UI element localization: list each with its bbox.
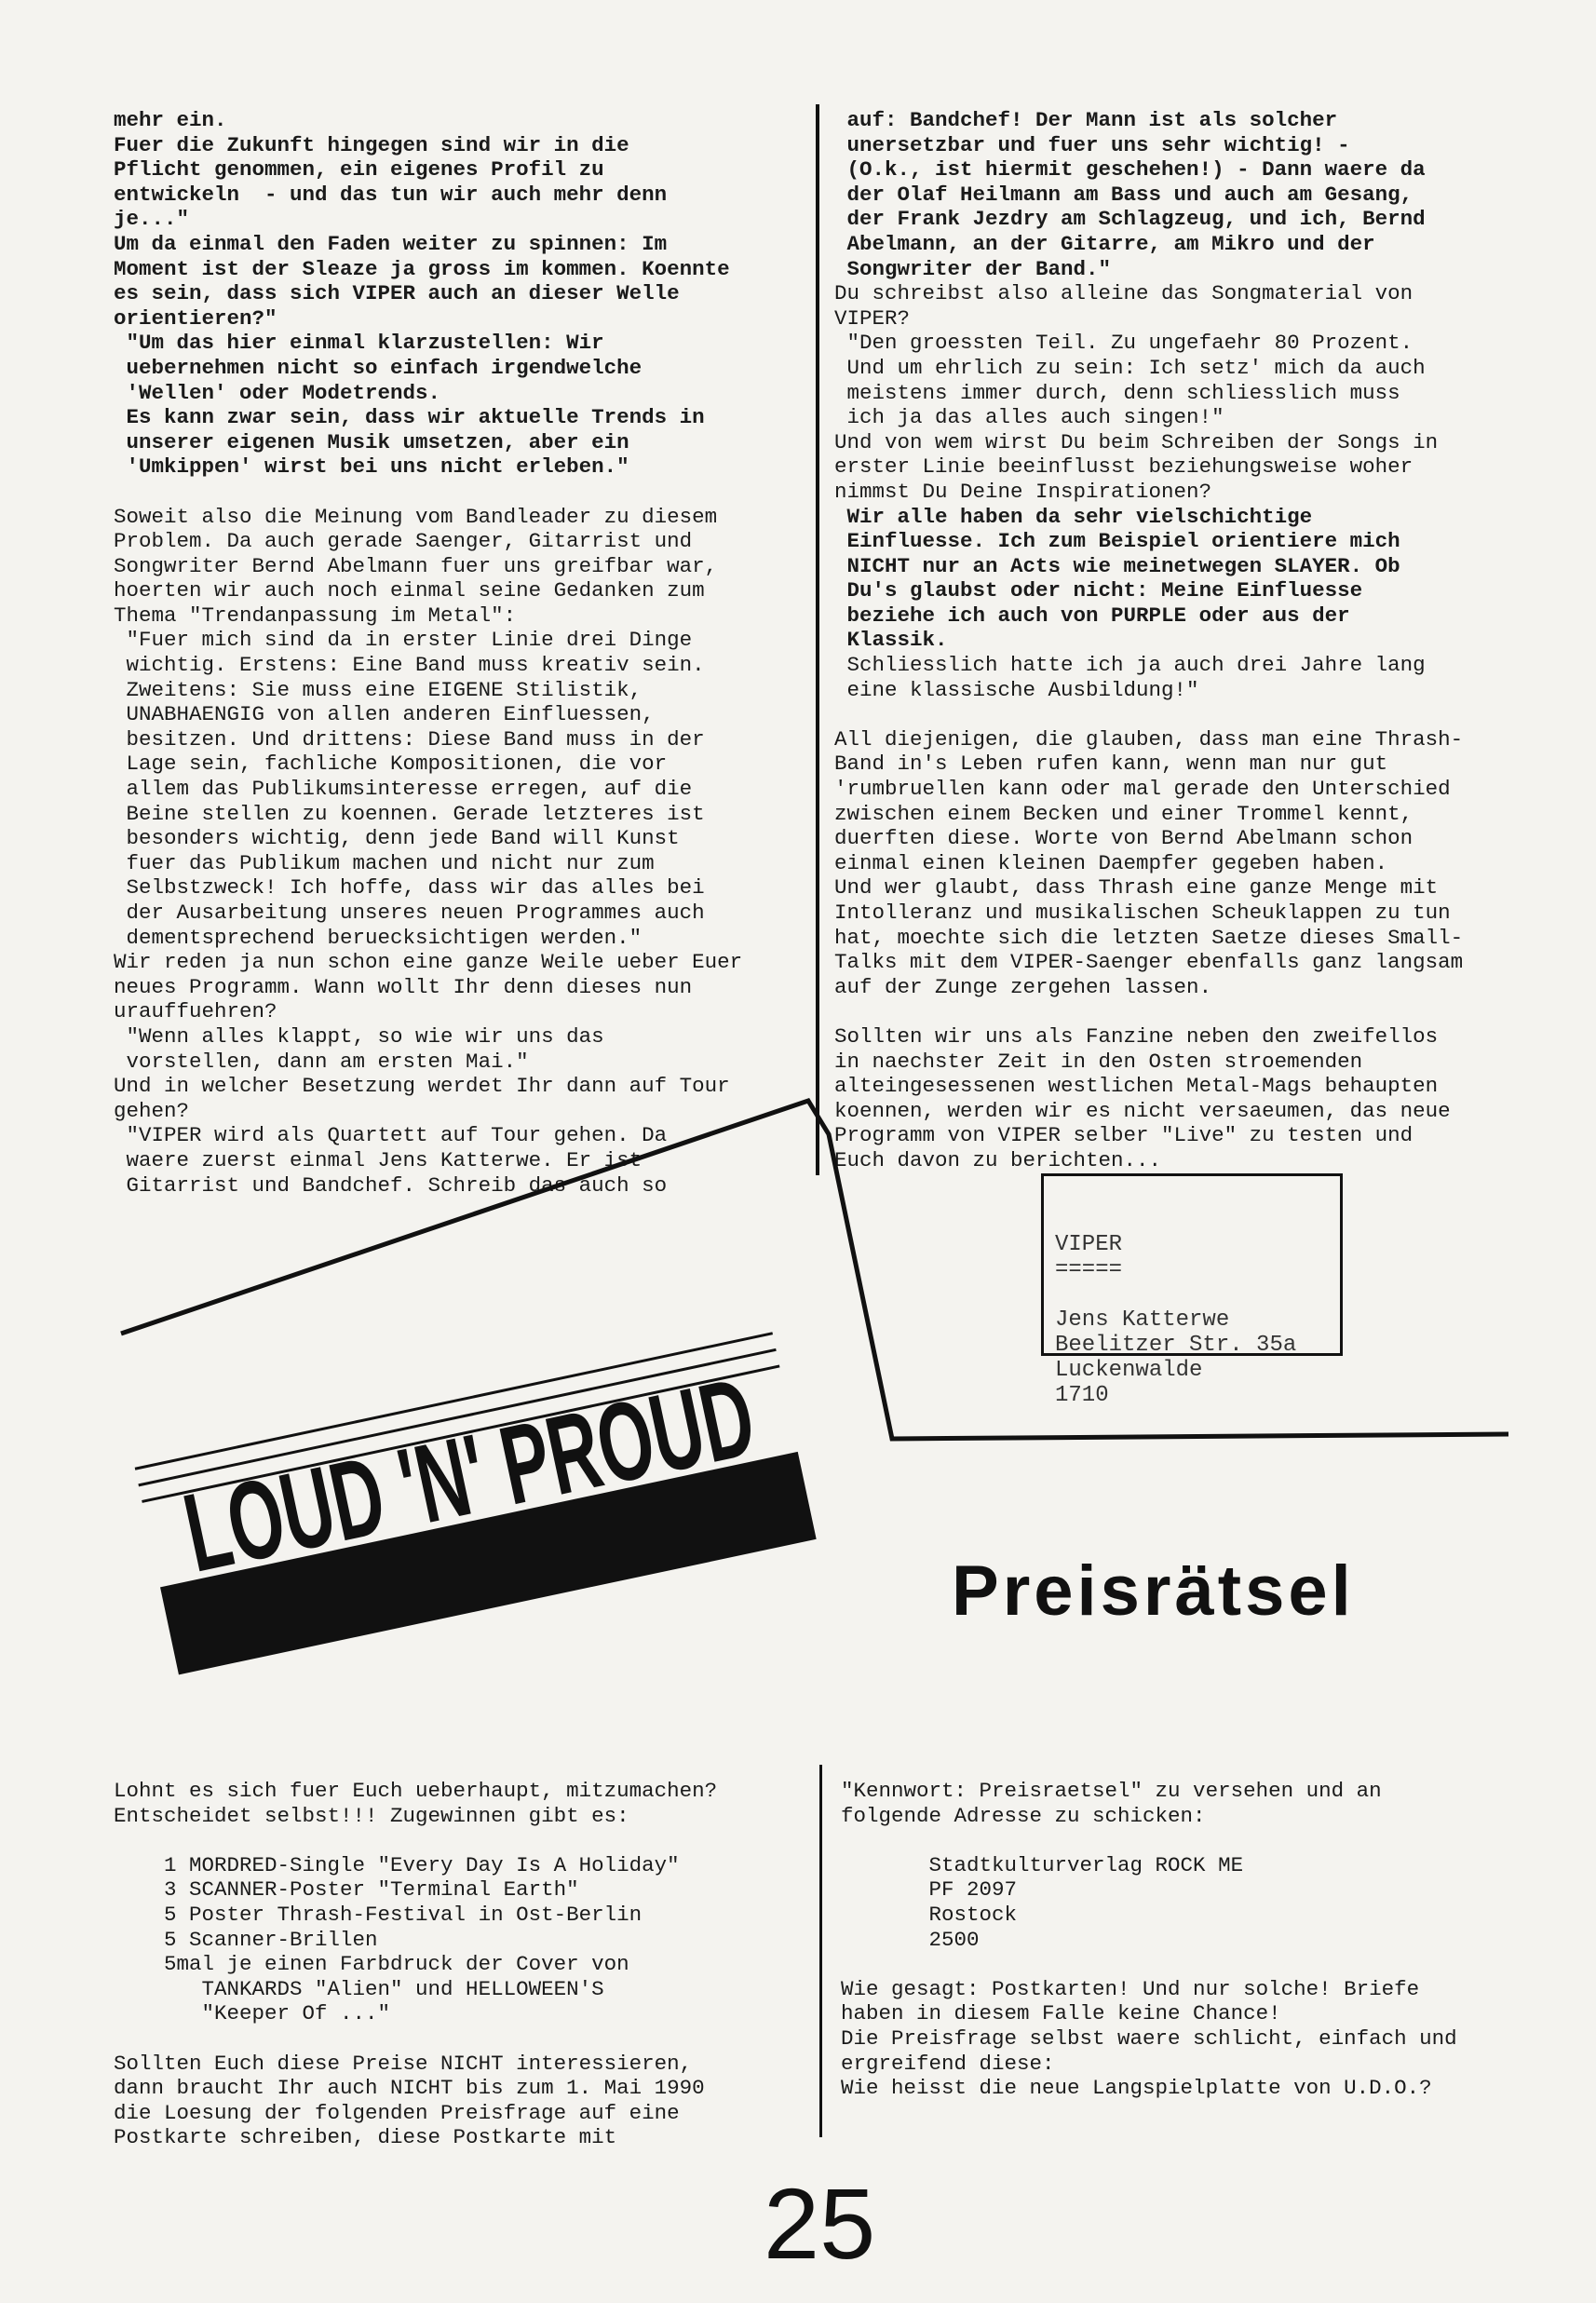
text-line <box>114 2026 717 2052</box>
text-line: Sollten Euch diese Preise NICHT interessieren, <box>114 2051 693 2076</box>
text-line: Gitarrist und Bandchef. Schreib das auch so <box>114 1172 668 1198</box>
text-line: in naechster Zeit in den Osten stroemenden <box>834 1049 1363 1074</box>
text-line: 'Umkippen' wirst bei uns nicht erleben." <box>114 454 629 480</box>
text-line: Stadtkulturverlag ROCK ME <box>841 1852 1244 1877</box>
text-line: zwischen einem Becken und einer Trommel kennt, <box>834 801 1413 826</box>
text-line: Thema "Trendanpassung im Metal": <box>114 603 517 628</box>
text-line <box>841 1952 1457 1977</box>
text-line: die Loesung der folgenden Preisfrage auf eine <box>114 2100 680 2125</box>
text-line <box>841 1828 1457 1853</box>
text-line: beziehe ich auch von PURPLE oder aus der <box>834 603 1350 628</box>
text-line: Songwriter Bernd Abelmann fuer uns greifbar war, <box>114 553 718 578</box>
contest-column-right <box>841 1779 1457 2101</box>
text-line: 2500 <box>841 1927 980 1952</box>
text-line: Die Preisfrage selbst waere schlicht, einfach und <box>841 2025 1457 2051</box>
text-line: besonders wichtig, denn jede Band will Kunst <box>114 826 680 851</box>
text-line: uebernehmen nicht so einfach irgendwelche <box>114 355 642 380</box>
text-line: Entscheidet selbst!!! Zugewinnen gibt es: <box>114 1803 629 1828</box>
address-line: ===== <box>1055 1257 1123 1282</box>
text-line: (O.k., ist hiermit geschehen!) - Dann waere da <box>834 157 1426 183</box>
text-line: 'Wellen' oder Modetrends. <box>114 380 441 405</box>
text-line: koennen, werden wir es nicht versaeumen, das neue <box>834 1098 1451 1123</box>
text-line: hat, moechte sich die letzten Saetze dieses Small- <box>834 925 1464 950</box>
text-line: "Um das hier einmal klarzustellen: Wir <box>114 331 604 356</box>
text-line: orientieren?" <box>114 305 277 331</box>
text-line: "Keeper Of ..." <box>114 2001 391 2026</box>
text-line: Und in welcher Besetzung werdet Ihr dann auf Tour <box>114 1074 730 1099</box>
text-line: Und um ehrlich zu sein: Ich setz' mich da auch <box>834 355 1426 380</box>
text-line: fuer das Publikum machen und nicht nur zum <box>114 850 655 875</box>
text-line: einmal einen kleinen Daempfer gegeben haben. <box>834 850 1388 875</box>
text-line: Sollten wir uns als Fanzine neben den zweifellos <box>834 1023 1439 1049</box>
text-line: neues Programm. Wann wollt Ihr denn dieses nun <box>114 974 693 999</box>
page-number: 25 <box>764 2167 876 2280</box>
text-line: Selbstzweck! Ich hoffe, dass wir das alles bei <box>114 875 705 901</box>
text-line: der Ausarbeitung unseres neuen Programmes auch <box>114 901 705 925</box>
text-line: VIPER? <box>834 305 911 331</box>
text-line: "Wenn alles klappt, so wie wir uns das <box>114 1023 604 1049</box>
text-line: Wir alle haben da sehr vielschichtige <box>834 504 1313 529</box>
text-line: 5 Scanner-Brillen <box>114 1927 378 1952</box>
text-line: Band in's Leben rufen kann, wenn man nur gut <box>834 752 1388 777</box>
text-line: "Fuer mich sind da in erster Linie drei Dinge <box>114 628 693 653</box>
text-line: dementsprechend beruecksichtigen werden." <box>114 925 642 950</box>
text-line: vorstellen, dann am ersten Mai." <box>114 1049 529 1074</box>
text-line: duerften diese. Worte von Bernd Abelmann schon <box>834 826 1413 851</box>
text-line: 1 MORDRED-Single "Every Day Is A Holiday" <box>114 1852 680 1877</box>
text-line: Du schreibst also alleine das Songmaterial von <box>834 281 1413 306</box>
text-line: Klassik. <box>834 628 948 653</box>
text-line: besitzen. Und drittens: Diese Band muss in der <box>114 726 705 752</box>
text-line: allem das Publikumsinteresse erregen, auf die <box>114 777 693 802</box>
text-line: Wie heisst die neue Langspielplatte von U.D.O.? <box>841 2076 1432 2101</box>
address-box <box>1041 1173 1343 1408</box>
address-line: Luckenwalde <box>1055 1358 1203 1383</box>
text-line: Um da einmal den Faden weiter zu spinnen: Im <box>114 231 668 256</box>
text-line: Einfluesse. Ich zum Beispiel orientiere mich <box>834 529 1400 554</box>
text-line: auf der Zunge zergehen lassen. <box>834 974 1212 999</box>
text-line: auf: Bandchef! Der Mann ist als solcher <box>834 108 1338 132</box>
text-line: ergreifend diese: <box>841 2051 1055 2076</box>
text-line: Wir reden ja nun schon eine ganze Weile ueber Euer <box>114 950 743 975</box>
text-line: der Frank Jezdry am Schlagzeug, und ich, Bernd <box>834 207 1426 232</box>
text-line: der Olaf Heilmann am Bass und auch am Gesang, <box>834 182 1413 207</box>
text-line: urauffuehren? <box>114 999 277 1024</box>
text-line: 5 Poster Thrash-Festival in Ost-Berlin <box>114 1902 642 1927</box>
text-line: dann braucht Ihr auch NICHT bis zum 1. Mai 1990 <box>114 2076 705 2101</box>
text-line: Postkarte schreiben, diese Postkarte mit <box>114 2125 617 2150</box>
text-line: Rostock <box>841 1902 1018 1927</box>
text-line: es sein, dass sich VIPER auch an dieser Welle <box>114 281 680 306</box>
text-line: Lohnt es sich fuer Euch ueberhaupt, mitzumachen? <box>114 1779 718 1803</box>
address-line: Beelitzer Str. 35a <box>1055 1333 1297 1358</box>
stamp-label: LOUD 'N' PROUD <box>174 1307 856 1596</box>
text-line: unserer eigenen Musik umsetzen, aber ein <box>114 429 629 454</box>
address-line: 1710 <box>1055 1383 1109 1408</box>
text-line: Euch davon zu berichten... <box>834 1147 1162 1172</box>
text-line: gehen? <box>114 1098 190 1123</box>
text-line: "Den groessten Teil. Zu ungefaehr 80 Prozent. <box>834 331 1413 356</box>
text-line: haben in diesem Falle keine Chance! <box>841 2001 1281 2026</box>
text-line: folgende Adresse zu schicken: <box>841 1803 1206 1828</box>
text-line: unersetzbar und fuer uns sehr wichtig! - <box>834 132 1350 157</box>
text-line: Abelmann, an der Gitarre, am Mikro und der <box>834 231 1375 256</box>
text-line: Programm von VIPER selber "Live" zu testen und <box>834 1123 1413 1148</box>
text-line: 3 SCANNER-Poster "Terminal Earth" <box>114 1877 579 1903</box>
text-line: je..." <box>114 207 190 232</box>
text-line: TANKARDS "Alien" und HELLOWEEN'S <box>114 1976 604 2001</box>
text-line: "Kennwort: Preisraetsel" zu versehen und an <box>841 1779 1382 1803</box>
text-line: Beine stellen zu koennen. Gerade letzteres ist <box>114 801 705 826</box>
text-line: meistens immer durch, denn schliesslich muss <box>834 380 1400 405</box>
address-line: VIPER <box>1055 1232 1123 1257</box>
text-line: All diejenigen, die glauben, dass man eine Thrash- <box>834 726 1464 752</box>
text-line: Du's glaubst oder nicht: Meine Einfluesse <box>834 578 1363 603</box>
text-line: Pflicht genommen, ein eigenes Profil zu <box>114 157 604 183</box>
text-line <box>114 1828 717 1853</box>
text-line: waere zuerst einmal Jens Katterwe. Er ist <box>114 1147 642 1172</box>
address-line: Jens Katterwe <box>1055 1307 1230 1333</box>
text-line: 5mal je einen Farbdruck der Cover von <box>114 1952 629 1977</box>
column-divider-bottom <box>819 1765 822 2137</box>
text-line: "VIPER wird als Quartett auf Tour gehen. Da <box>114 1123 668 1148</box>
text-line: Fuer die Zukunft hingegen sind wir in die <box>114 132 629 157</box>
text-line: wichtig. Erstens: Eine Band muss kreativ sein. <box>114 653 705 678</box>
text-line: entwickeln - und das tun wir auch mehr denn <box>114 182 668 207</box>
text-line: Und von wem wirst Du beim Schreiben der Songs in <box>834 429 1439 454</box>
text-line: eine klassische Ausbildung!" <box>834 677 1199 702</box>
text-line: Und wer glaubt, dass Thrash eine ganze Menge mit <box>834 875 1439 901</box>
text-line: Es kann zwar sein, dass wir aktuelle Trends in <box>114 405 705 430</box>
text-line: alteingesessenen westlichen Metal-Mags behaupten <box>834 1074 1439 1099</box>
text-line: NICHT nur an Acts wie meinetwegen SLAYER. Ob <box>834 553 1400 578</box>
text-line: Wie gesagt: Postkarten! Und nur solche! Briefe <box>841 1976 1420 2001</box>
text-line: PF 2097 <box>841 1877 1018 1903</box>
text-line: Schliesslich hatte ich ja auch drei Jahre lang <box>834 653 1426 678</box>
text-line: Zweitens: Sie muss eine EIGENE Stilistik, <box>114 677 642 702</box>
text-line: Songwriter der Band." <box>834 256 1112 281</box>
text-line: Problem. Da auch gerade Saenger, Gitarrist und <box>114 529 693 554</box>
address-line <box>1055 1282 1329 1307</box>
text-line: 'rumbruellen kann oder mal gerade den Unterschied <box>834 777 1451 802</box>
text-line: Talks mit dem VIPER-Saenger ebenfalls ganz langsam <box>834 950 1464 975</box>
text-line: nimmst Du Deine Inspirationen? <box>834 479 1212 504</box>
text-line: Lage sein, fachliche Kompositionen, die vor <box>114 752 668 777</box>
contest-column-left <box>114 1779 717 2150</box>
text-line: mehr ein. <box>114 108 227 132</box>
text-line: hoerten wir auch noch einmal seine Gedanken zum <box>114 578 705 603</box>
text-line: Intolleranz und musikalischen Scheuklappen zu tun <box>834 901 1451 925</box>
page-heading: Preisrätsel <box>952 1551 1355 1631</box>
text-line: erster Linie beeinflusst beziehungsweise woher <box>834 454 1413 480</box>
text-line: ich ja das alles auch singen!" <box>834 405 1224 430</box>
text-line: Soweit also die Meinung vom Bandleader zu diesem <box>114 504 718 529</box>
text-line: Moment ist der Sleaze ja gross im kommen. Koennte <box>114 256 730 281</box>
text-line: UNABHAENGIG von allen anderen Einfluessen, <box>114 702 655 727</box>
